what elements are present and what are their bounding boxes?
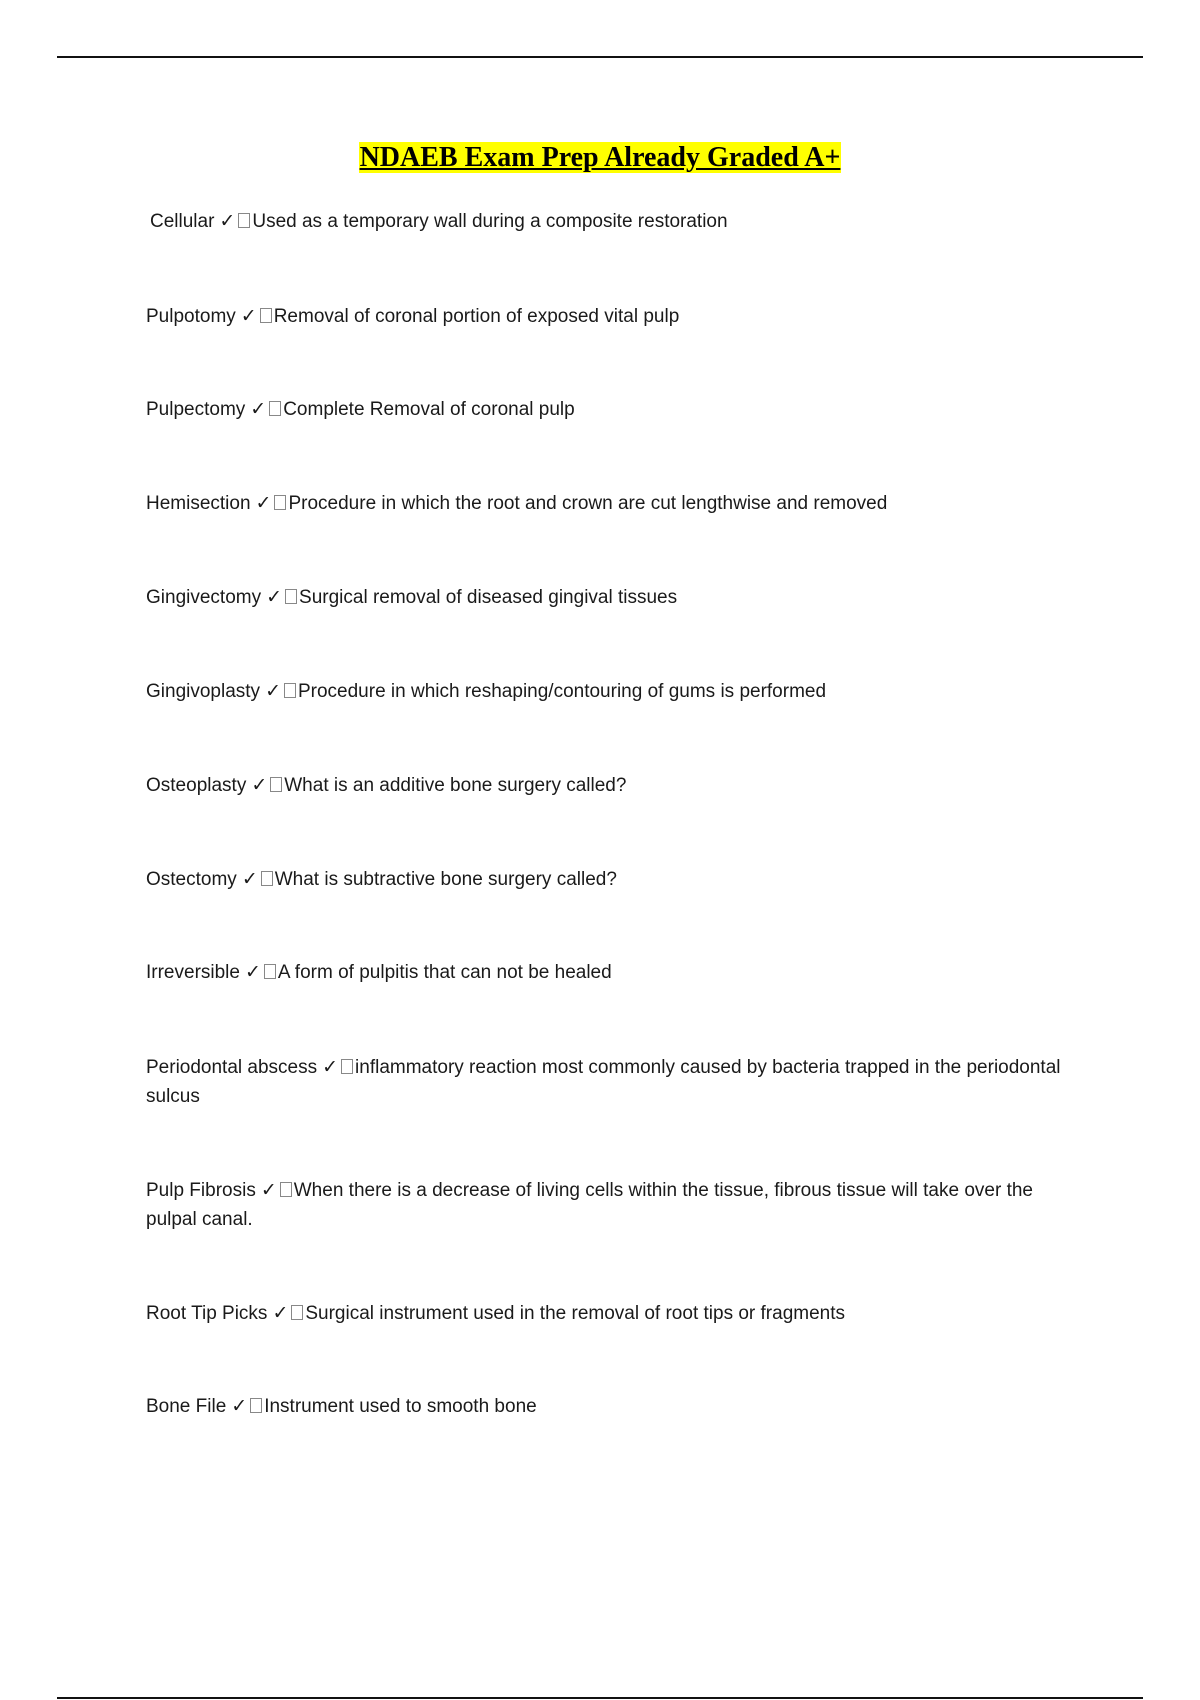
placeholder-box-icon	[274, 495, 286, 510]
check-icon: ✓	[255, 492, 272, 514]
check-icon: ✓	[260, 1179, 277, 1201]
list-item	[146, 302, 1086, 331]
placeholder-box-icon	[270, 777, 282, 792]
bottom-rule	[57, 1697, 1143, 1699]
check-icon: ✓	[251, 774, 268, 796]
term: Gingivectomy	[146, 587, 262, 608]
check-icon: ✓	[265, 680, 281, 702]
term: Pulpotomy	[146, 306, 236, 327]
term: Irreversible	[146, 962, 240, 983]
definition: Removal of coronal portion of exposed vital pulp	[273, 306, 680, 327]
placeholder-box-icon	[261, 871, 273, 886]
list-item	[146, 677, 1086, 706]
term: Periodontal abscess	[146, 1057, 318, 1078]
term: Hemisection	[146, 493, 251, 514]
check-icon: ✓	[272, 1302, 289, 1324]
definition: Complete Removal of coronal pulp	[283, 399, 575, 420]
list-item	[146, 958, 1086, 987]
list-item	[146, 583, 1086, 612]
definition: Used as a temporary wall during a composite restoration	[252, 211, 728, 232]
list-item	[146, 1392, 1086, 1421]
term: Ostectomy	[146, 869, 237, 890]
definition: Instrument used to smooth bone	[264, 1396, 537, 1417]
placeholder-box-icon	[250, 1398, 262, 1413]
placeholder-box-icon	[284, 683, 296, 698]
definition: What is subtractive bone surgery called?	[274, 869, 617, 890]
definition: What is an additive bone surgery called?	[284, 775, 627, 796]
definition: When there is a decrease of living cells within the tissue, fibrous tissue will take over the pulpal canal.	[146, 1180, 1033, 1230]
definition: Procedure in which the root and crown are cut lengthwise and removed	[288, 493, 888, 514]
term: Osteoplasty	[146, 775, 247, 796]
check-icon: ✓	[266, 586, 283, 608]
placeholder-box-icon	[269, 401, 281, 416]
definition: A form of pulpitis that can not be healed	[277, 962, 612, 983]
term: Cellular	[150, 211, 215, 232]
term: Root Tip Picks	[146, 1303, 268, 1324]
placeholder-box-icon	[291, 1305, 303, 1320]
placeholder-box-icon	[341, 1059, 353, 1074]
check-icon: ✓	[231, 1395, 248, 1417]
check-icon: ✓	[322, 1056, 339, 1078]
list-item	[146, 865, 1086, 894]
list-item	[146, 1299, 1086, 1328]
top-rule	[57, 56, 1143, 58]
term: Pulp Fibrosis	[146, 1180, 256, 1201]
term: Gingivoplasty	[146, 681, 261, 702]
list-item	[150, 207, 1090, 236]
check-icon: ✓	[240, 305, 257, 327]
placeholder-box-icon	[260, 308, 272, 323]
term: Pulpectomy	[146, 399, 246, 420]
definition: Surgical instrument used in the removal of root tips or fragments	[305, 1303, 845, 1324]
definition: Surgical removal of diseased gingival tissues	[299, 587, 678, 608]
list-item	[146, 1176, 1086, 1234]
list-item	[146, 1053, 1086, 1111]
definition: inflammatory reaction most commonly caused by bacteria trapped in the periodontal sulcus	[146, 1057, 1061, 1107]
list-item	[146, 395, 1086, 424]
list-item	[146, 489, 1086, 518]
definition: Procedure in which reshaping/contouring of gums is performed	[297, 681, 827, 702]
placeholder-box-icon	[280, 1182, 292, 1197]
term: Bone File	[146, 1396, 227, 1417]
check-icon: ✓	[250, 398, 267, 420]
placeholder-box-icon	[238, 213, 250, 228]
check-icon: ✓	[241, 868, 258, 890]
page-title: NDAEB Exam Prep Already Graded A+	[359, 142, 841, 173]
check-icon: ✓	[219, 210, 236, 232]
title-container	[0, 142, 1200, 174]
placeholder-box-icon	[264, 964, 276, 979]
list-item	[146, 771, 1086, 800]
check-icon: ✓	[244, 961, 261, 983]
placeholder-box-icon	[285, 589, 297, 604]
